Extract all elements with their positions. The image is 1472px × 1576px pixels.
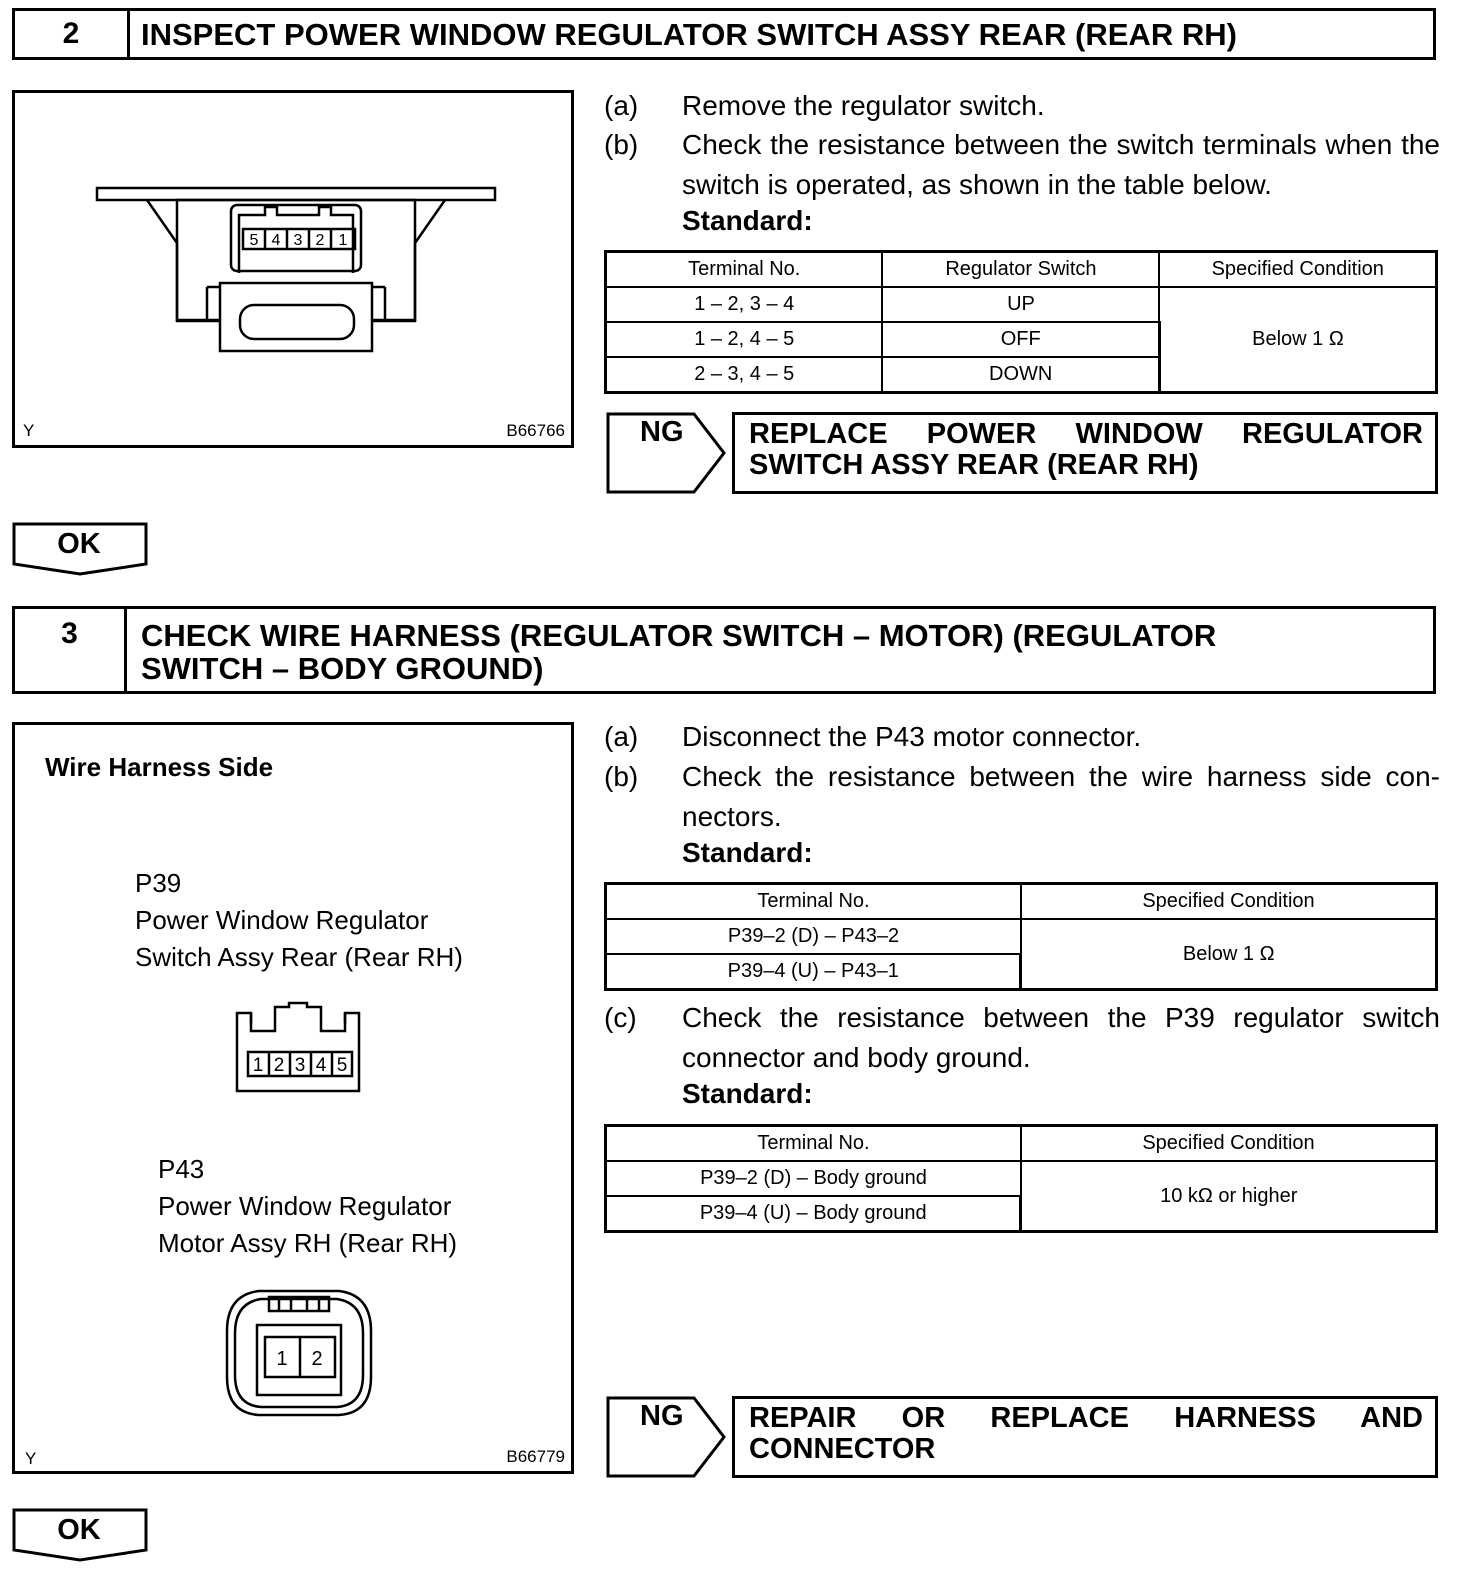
step-text: Disconnect the P43 motor connector. <box>682 721 1142 752</box>
table-header: Regulator Switch <box>882 252 1159 288</box>
section-3-ng-result <box>606 1396 1438 1478</box>
connector-id: P39 <box>135 868 182 898</box>
section-3-figure <box>12 722 574 1474</box>
table-cell: P39–4 (U) – P43–1 <box>606 954 1021 990</box>
ng-action-line: REPLACE POWER WINDOW REGULATOR <box>749 418 1423 450</box>
section-2-figure <box>12 90 574 448</box>
table-row <box>606 1161 1437 1196</box>
step-label: (b) <box>604 761 639 792</box>
table-header: Terminal No. <box>606 1126 1021 1162</box>
section-3-number: 3 <box>15 609 127 691</box>
table-header: Specified Condition <box>1159 252 1436 288</box>
section-3-header <box>12 606 1436 694</box>
table-cell: 10 kΩ or higher <box>1021 1161 1437 1232</box>
step-label: (a) <box>604 721 639 752</box>
table-cell: UP <box>882 287 1159 322</box>
section-2-ng-result <box>606 412 1438 494</box>
ng-label: NG <box>640 1400 684 1432</box>
figure-code: B66779 <box>506 1447 565 1466</box>
figure-corner-mark: Y <box>25 1449 37 1468</box>
section-3-ok <box>12 1508 150 1560</box>
connector-name: Power Window Regulator <box>158 1191 452 1221</box>
p39-label <box>135 865 463 976</box>
ng-action <box>732 412 1438 494</box>
switch-pin-label: 3 <box>293 232 303 249</box>
standard-label: Standard: <box>682 205 813 236</box>
ng-action-line: CONNECTOR <box>749 1433 936 1465</box>
table-header: Terminal No. <box>606 884 1021 920</box>
p39-pin-label: 2 <box>273 1055 285 1076</box>
section-2-header <box>12 8 1436 60</box>
step-text: Check the resistance between the switch terminals when the switch is operated, as shown in the table below. <box>682 129 1440 200</box>
p39-pin-label: 4 <box>315 1055 327 1076</box>
switch-pin-label: 5 <box>249 232 259 249</box>
figure-heading: Wire Harness Side <box>45 752 274 782</box>
table-cell: P39–2 (D) – Body ground <box>606 1161 1021 1196</box>
table-row <box>606 287 1437 322</box>
section-3-spec-table-1 <box>604 882 1438 991</box>
step-label: (c) <box>604 1002 637 1033</box>
step-text: Check the resistance between the P39 regulator switch connector and body ground. <box>682 1002 1440 1073</box>
step-label: (a) <box>604 90 639 121</box>
p43-pin-label: 1 <box>276 1348 288 1370</box>
table-cell: P39–4 (U) – Body ground <box>606 1196 1021 1232</box>
section-2-spec-table <box>604 250 1438 394</box>
section-3-title <box>141 609 1425 691</box>
connector-name: Power Window Regulator <box>135 905 429 935</box>
table-cell: DOWN <box>882 357 1159 393</box>
table-cell: P39–2 (D) – P43–2 <box>606 919 1021 954</box>
table-row <box>606 919 1437 954</box>
step-3c <box>604 998 1440 1078</box>
table-header: Specified Condition <box>1021 1126 1437 1162</box>
step-text: Check the resistance between the wire harness side con-nectors. <box>682 761 1440 832</box>
table-cell: Below 1 Ω <box>1021 919 1437 990</box>
ok-label: OK <box>57 1514 101 1546</box>
section-2-ok <box>12 522 150 574</box>
p39-pin-label: 3 <box>294 1055 306 1076</box>
p39-pin-label: 1 <box>252 1055 264 1076</box>
ng-action <box>732 1396 1438 1478</box>
table-cell: 1 – 2, 3 – 4 <box>606 287 883 322</box>
p39-pin-label: 5 <box>336 1055 348 1076</box>
ng-action-line: REPAIR OR REPLACE HARNESS AND <box>749 1402 1423 1434</box>
standard-label: Standard: <box>682 837 813 868</box>
p39-connector-diagram <box>231 1001 371 1101</box>
standard-label: Standard: <box>682 1078 813 1109</box>
figure-corner-mark: Y <box>23 421 35 440</box>
section-2-title: INSPECT POWER WINDOW REGULATOR SWITCH ASSY REAR (REAR RH) <box>141 16 1237 52</box>
regulator-switch-diagram <box>15 93 571 445</box>
connector-name: Motor Assy RH (Rear RH) <box>158 1228 458 1258</box>
step-3b <box>604 757 1440 837</box>
step-3a <box>604 717 1440 757</box>
step-2a <box>604 86 1440 126</box>
section-3-title-line: SWITCH – BODY GROUND) <box>141 651 544 686</box>
p43-pin-label: 2 <box>311 1348 323 1370</box>
step-2b <box>604 125 1440 205</box>
switch-pin-label: 2 <box>315 232 325 249</box>
step-text: Remove the regulator switch. <box>682 90 1045 121</box>
step-label: (b) <box>604 129 639 160</box>
table-cell: 1 – 2, 4 – 5 <box>606 322 883 357</box>
p43-connector-diagram <box>219 1281 379 1421</box>
connector-id: P43 <box>158 1154 205 1184</box>
table-cell: Below 1 Ω <box>1159 287 1436 393</box>
table-cell: OFF <box>882 322 1159 357</box>
section-3-spec-table-2 <box>604 1124 1438 1233</box>
section-2-number: 2 <box>15 11 130 57</box>
table-cell: 2 – 3, 4 – 5 <box>606 357 883 393</box>
switch-pin-label: 1 <box>338 232 348 249</box>
ng-label: NG <box>640 416 684 448</box>
ok-label: OK <box>57 528 101 560</box>
figure-code: B66766 <box>506 421 565 440</box>
table-header: Specified Condition <box>1021 884 1437 920</box>
connector-name: Switch Assy Rear (Rear RH) <box>135 942 463 972</box>
ng-action-line: SWITCH ASSY REAR (REAR RH) <box>749 449 1199 481</box>
p43-label <box>158 1151 457 1262</box>
switch-pin-label: 4 <box>271 232 281 249</box>
section-3-title-line: CHECK WIRE HARNESS (REGULATOR SWITCH – MOTOR) (REGULATOR <box>141 618 1217 653</box>
table-header: Terminal No. <box>606 252 883 288</box>
